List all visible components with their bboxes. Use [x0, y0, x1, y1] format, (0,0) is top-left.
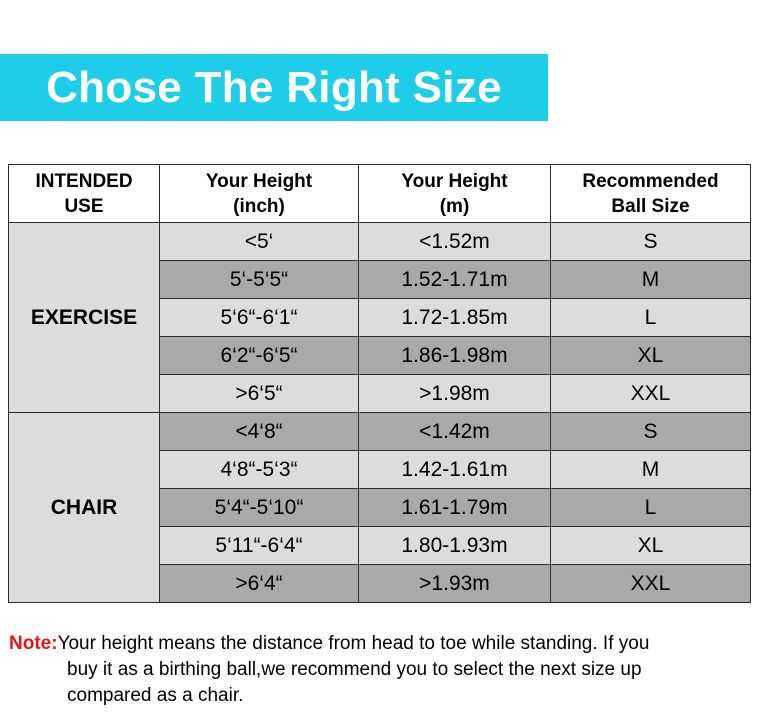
header-intended-use: INTENDED USE — [9, 165, 160, 223]
height-inch-cell: 5‘11“-6‘4“ — [160, 527, 359, 565]
intended-use-cell: EXERCISE — [9, 223, 160, 413]
note-line-3: compared as a chair. — [67, 685, 244, 706]
header-height-inch: Your Height (inch) — [160, 165, 359, 223]
height-m-cell: >1.98m — [359, 375, 551, 413]
table-header-row — [9, 165, 751, 223]
header-ball-size: Recommended Ball Size — [551, 165, 751, 223]
height-inch-cell: <5‘ — [160, 223, 359, 261]
ball-size-cell: XL — [551, 527, 751, 565]
height-m-cell: 1.86-1.98m — [359, 337, 551, 375]
ball-size-cell: M — [551, 261, 751, 299]
header-height-m: Your Height (m) — [359, 165, 551, 223]
ball-size-cell: XXL — [551, 375, 751, 413]
height-inch-cell: >6‘4“ — [160, 565, 359, 603]
height-m-cell: <1.52m — [359, 223, 551, 261]
height-inch-cell: 5‘-5‘5“ — [160, 261, 359, 299]
note-line-2: buy it as a birthing ball,we recommend you to select the next size up — [67, 659, 642, 680]
size-chart-table — [8, 164, 751, 603]
height-inch-cell: >6‘5“ — [160, 375, 359, 413]
ball-size-cell: L — [551, 489, 751, 527]
ball-size-cell: M — [551, 451, 751, 489]
height-m-cell: 1.80-1.93m — [359, 527, 551, 565]
height-m-cell: 1.52-1.71m — [359, 261, 551, 299]
height-m-cell: <1.42m — [359, 413, 551, 451]
ball-size-cell: XL — [551, 337, 751, 375]
table-row — [9, 413, 751, 451]
ball-size-cell: S — [551, 413, 751, 451]
height-m-cell: >1.93m — [359, 565, 551, 603]
page-title: Chose The Right Size — [0, 54, 548, 121]
height-m-cell: 1.72-1.85m — [359, 299, 551, 337]
height-inch-cell: 4‘8“-5‘3“ — [160, 451, 359, 489]
height-inch-cell: 5‘4“-5‘10“ — [160, 489, 359, 527]
size-note — [9, 631, 754, 709]
table-row — [9, 223, 751, 261]
height-inch-cell: 5‘6“-6‘1“ — [160, 299, 359, 337]
note-line-1: Your height means the distance from head to toe while standing. If you — [57, 633, 650, 654]
ball-size-cell: L — [551, 299, 751, 337]
intended-use-cell: CHAIR — [9, 413, 160, 603]
note-label: Note: — [9, 633, 58, 654]
ball-size-cell: XXL — [551, 565, 751, 603]
ball-size-cell: S — [551, 223, 751, 261]
height-m-cell: 1.42-1.61m — [359, 451, 551, 489]
height-inch-cell: 6‘2“-6‘5“ — [160, 337, 359, 375]
height-m-cell: 1.61-1.79m — [359, 489, 551, 527]
height-inch-cell: <4‘8“ — [160, 413, 359, 451]
